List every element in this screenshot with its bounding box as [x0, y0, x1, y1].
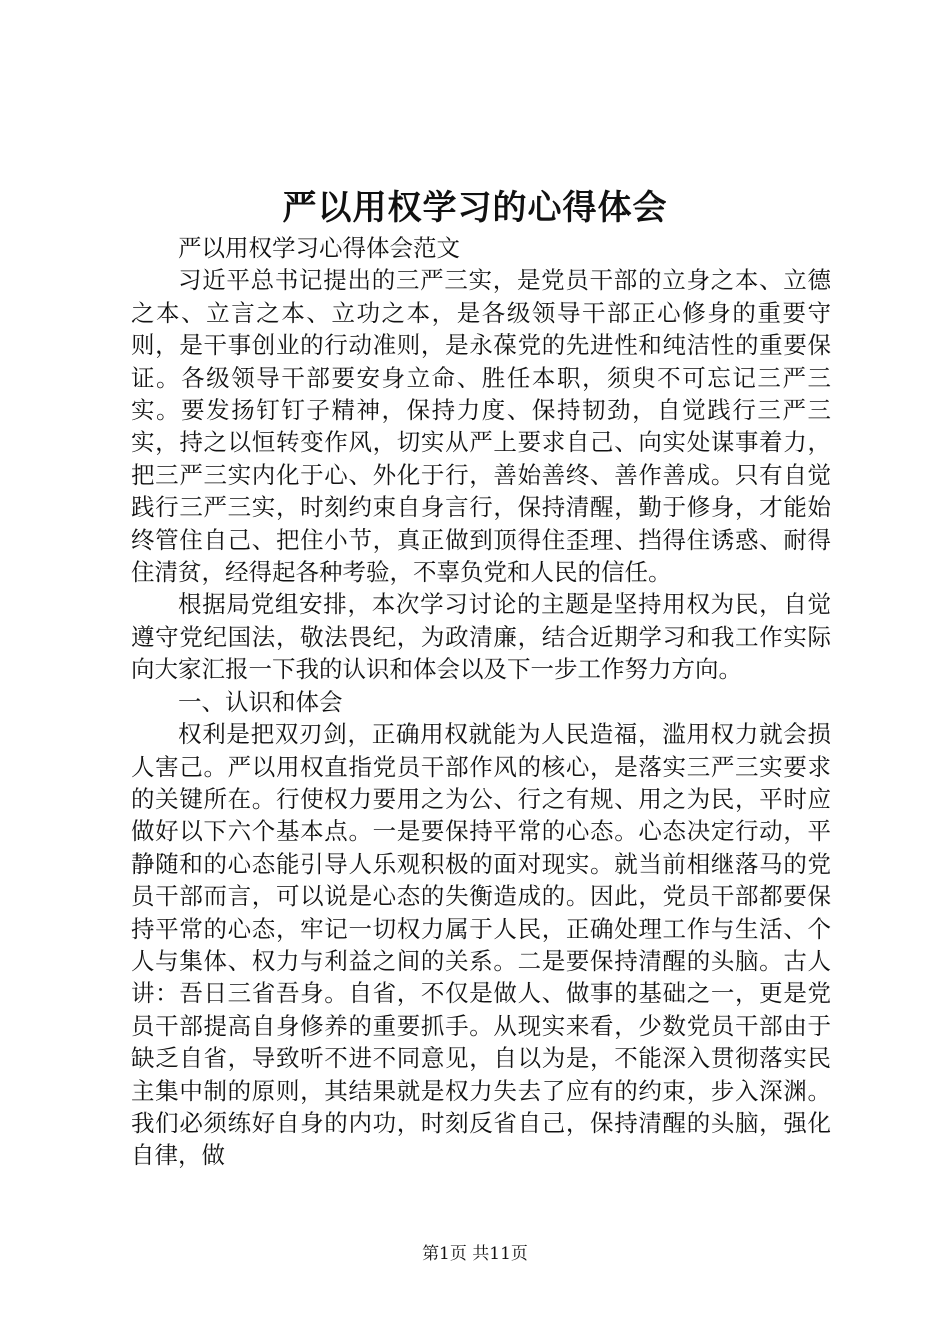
section-heading: 一、认识和体会 [178, 687, 343, 716]
page-number-footer: 第1页 共11页 [422, 1244, 528, 1264]
body-paragraph: 根据局党组安排，本次学习讨论的主题是坚持用权为民，自觉遵守党纪国法，敬法畏纪，为政清廉，结合近期学习和我工作实际向大家汇报一下我的认识和体会以及下一步工作努力方向。 [131, 590, 831, 684]
body-paragraph: 权利是把双刃剑，正确用权就能为人民造福，滥用权力就会损人害己。严以用权直指党员干部作风的核心，是落实三严三实要求的关键所在。行使权力要用之为公、行之有规、用之为民，平时应做好以下六个基本点。一是要保持平常的心态。心态决定行动，平静随和的心态能引导人乐观积极的面对现实。就当前相继落马的党员干部而言，可以说是心态的失衡造成的。因此，党员干部都要保持平常的心态，牢记一切权力属于人民，正确处理工作与生活、个人与集体、权力与利益之间的关系。二是要保持清醒的头脑。古人讲：吾日三省吾身。自省，不仅是做人、做事的基础之一，更是党员干部提高自身修养的重要抓手。从现实来看，少数党员干部由于缺乏自省，导致听不进不同意见，自以为是，不能深入贯彻落实民主集中制的原则，其结果就是权力失去了应有的约束，步入深渊。我们必须练好自身的内功，时刻反省自己，保持清醒的头脑，强化自律，做 [131, 720, 831, 1170]
body-paragraph: 习近平总书记提出的三严三实，是党员干部的立身之本、立德之本、立言之本、立功之本，是各级领导干部正心修身的重要守则，是干事创业的行动准则，是永葆党的先进性和纯洁性的重要保证。各级领导干部要安身立命、胜任本职，须臾不可忘记三严三实。要发扬钉钉子精神，保持力度、保持韧劲，自觉践行三严三实，持之以恒转变作风，切实从严上要求自己、向实处谋事着力，把三严三实内化于心、外化于行，善始善终、善作善成。只有自觉践行三严三实，时刻约束自身言行，保持清醒，勤于修身，才能始终管住自己、把住小节，真正做到顶得住歪理、挡得住诱惑、耐得住清贫，经得起各种考验，不辜负党和人民的信任。 [131, 266, 831, 587]
document-body [131, 232, 831, 1172]
document-title: 严以用权学习的心得体会 [282, 188, 668, 228]
subtitle-paragraph: 严以用权学习心得体会范文 [178, 234, 460, 262]
